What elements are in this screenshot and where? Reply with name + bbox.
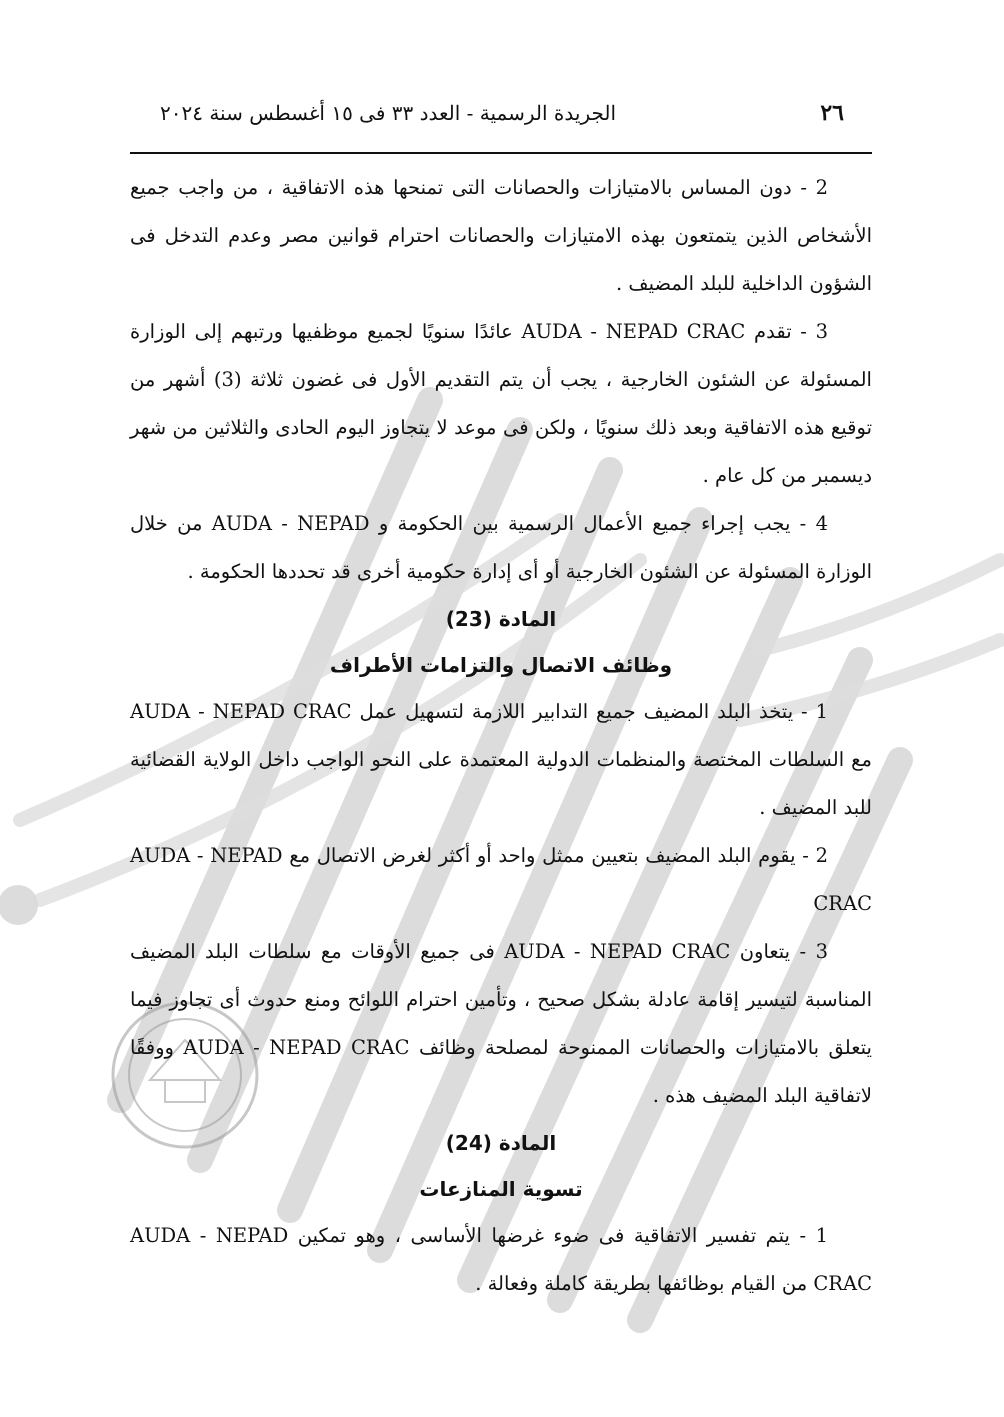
article-title: وظائف الاتصال والتزامات الأطراف: [329, 653, 673, 677]
header-divider: [130, 152, 872, 154]
paragraph: 4 - يجب إجراء جميع الأعمال الرسمية بين الحكومة و AUDA - NEPAD من خلال الوزارة المسئولة عن الشئون الخارجية أو أى إدارة حكومية أخرى قد تحددها الحكومة .: [130, 512, 872, 583]
article-title: تسوية المنازعات: [419, 1177, 583, 1201]
paragraph: 1 - يتخذ البلد المضيف جميع التدابير اللازمة لتسهيل عمل AUDA - NEPAD CRAC مع السلطات المختصة والمنظمات الدولية المعتمدة على النحو الواجب داخل الولاية القضائية للبد المضيف .: [130, 700, 872, 819]
paragraph: 2 - يقوم البلد المضيف بتعيين ممثل واحد أو أكثر لغرض الاتصال مع AUDA - NEPAD CRAC: [130, 844, 872, 915]
page-number: ٢٦: [820, 100, 844, 126]
document-page: [130, 100, 872, 1308]
article-number: المادة (24): [445, 1131, 557, 1155]
paragraph: 1 - يتم تفسير الاتفاقية فى ضوء غرضها الأساسى ، وهو تمكين AUDA - NEPAD CRAC من القيام بوظائفها بطريقة كاملة وفعالة .: [130, 1224, 872, 1295]
page-header: [130, 100, 872, 152]
paragraph: 3 - يتعاون AUDA - NEPAD CRAC فى جميع الأوقات مع سلطات البلد المضيف المناسبة لتيسير إقامة عادلة بشكل صحيح ، وتأمين احترام اللوائح ومنع حدوث أى تجاوز فيما يتعلق بالامتيازات والحصانات الممنوحة لمصلحة وظائف AUDA - NEPAD CRAC ووفقًا لاتفاقية البلد المضيف هذه .: [130, 940, 872, 1107]
paragraph: 3 - تقدم AUDA - NEPAD CRAC عائدًا سنويًا لجميع موظفيها ورتبهم إلى الوزارة المسئولة عن الشئون الخارجية ، يجب أن يتم التقديم الأول فى غضون ثلاثة (3) أشهر من توقيع هذه الاتفاقية وبعد ذلك سنويًا ، ولكن فى موعد لا يتجاوز اليوم الحادى والثلاثين من شهر ديسمبر من كل عام .: [130, 320, 872, 487]
paragraph: 2 - دون المساس بالامتيازات والحصانات التى تمنحها هذه الاتفاقية ، من واجب جميع الأشخاص الذين يتمتعون بهذه الامتيازات والحصانات احترام قوانين مصر وعدم التدخل فى الشؤون الداخلية للبلد المضيف .: [130, 176, 873, 295]
article-number: المادة (23): [445, 607, 557, 631]
gazette-header-title: الجريدة الرسمية - العدد ٣٣ فى ١٥ أغسطس سنة ٢٠٢٤: [160, 101, 617, 125]
